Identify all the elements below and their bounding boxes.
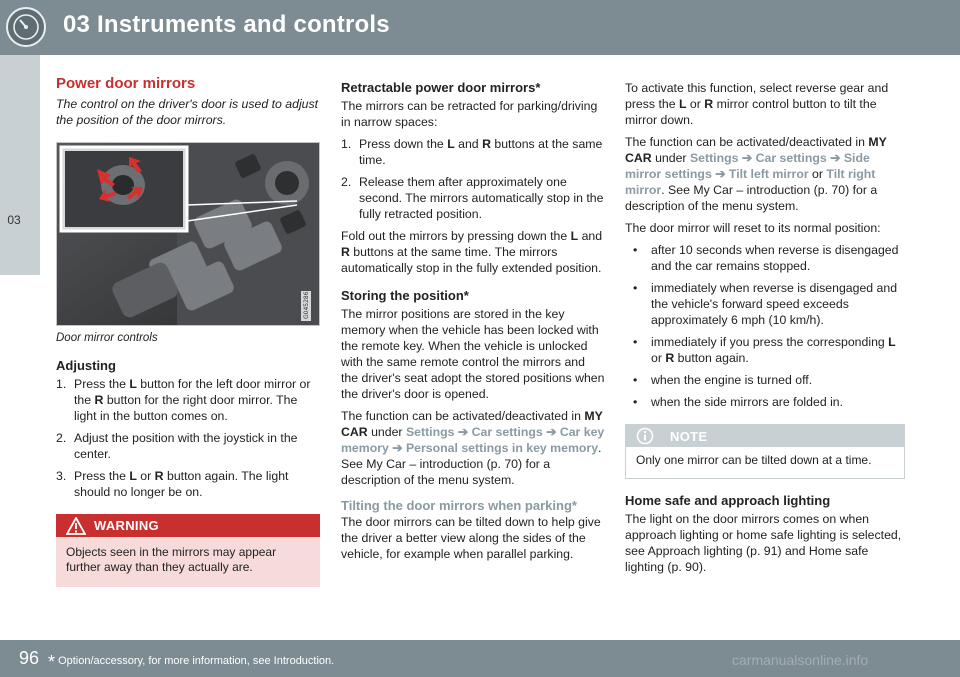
arrow-icon: ➔	[388, 441, 406, 455]
arrow-icon: ➔	[454, 425, 472, 439]
paragraph: The mirrors can be retracted for parking/driving in narrow spaces:	[341, 99, 598, 129]
paragraph: To activate this function, select reverse gear and press the L or R mirror control button to tilt the mirror down.	[625, 81, 889, 127]
footnote: * Option/accessory, for more information, see Introduction.	[48, 652, 335, 672]
list-item: 1. Press the L button for the left door mirror or the R button for the right door mirror. The light in the button comes on.	[56, 377, 311, 423]
chapter-header	[0, 0, 960, 55]
paragraph: The door mirrors can be tilted down to help give the driver a better view along the sides of the vehicle, for example when parallel parking.	[341, 515, 601, 561]
paragraph: The mirror positions are stored in the key memory when the vehicle has been locked with the remote key. When the vehicle is unlocked with the same remote control the mirrors and the driver's seat adopt the stored positions when the driver's door is opened.	[341, 307, 605, 401]
arrow-icon: ➔	[542, 425, 560, 439]
column-3	[625, 70, 905, 581]
list-item: 2. Adjust the position with the joystick in the center.	[56, 431, 298, 461]
page-footer	[0, 640, 960, 677]
arrow-icon: ➔	[711, 167, 729, 181]
arrow-icon: ➔	[738, 151, 756, 165]
list-item: • when the engine is turned off.	[633, 373, 813, 387]
list-item: 2. Release them after approximately one second. The mirrors automatically stop in the fully retracted position.	[341, 175, 604, 221]
section-title: Power door mirrors	[56, 75, 196, 92]
chapter-number: 03	[7, 213, 21, 227]
paragraph: The door mirror will reset to its normal position:	[625, 221, 881, 235]
subsection-title: Tilting the door mirrors when parking*	[341, 498, 577, 513]
list-item: • immediately when reverse is disengaged and the vehicle's forward speed exceeds approximately 6 mph (10 km/h).	[633, 281, 898, 327]
chapter-title: 03 Instruments and controls	[63, 11, 390, 38]
subsection-title: Storing the position*	[341, 288, 469, 303]
adjust-steps	[56, 376, 320, 500]
subsection-title: Adjusting	[56, 358, 116, 373]
speedometer-icon	[6, 7, 46, 47]
list-item: • after 10 seconds when reverse is disengaged and the car remains stopped.	[633, 243, 899, 273]
section-intro: The control on the driver's door is used to adjust the position of the door mirrors.	[56, 97, 319, 127]
list-item: 1. Press down the L and R buttons at the same time.	[341, 137, 603, 167]
subsection-title: Retractable power door mirrors*	[341, 80, 541, 95]
subsection-title: Home safe and approach lighting	[625, 493, 831, 508]
list-item: • when the side mirrors are folded in.	[633, 395, 844, 409]
column-1	[56, 70, 320, 587]
warning-icon	[66, 517, 86, 535]
watermark: carmanualsonline.info	[732, 652, 869, 668]
note-box	[625, 424, 905, 479]
warning-label: WARNING	[94, 518, 159, 533]
note-text: Only one mirror can be tilted down at a time.	[626, 447, 904, 478]
paragraph: The function can be activated/deactivated in MY CAR under Settings ➔ Car settings ➔ Side mirror settings ➔ Tilt left mirror or Tilt right mirror. See My Car – introduction (p. 70) for a description of the menu system.	[625, 135, 887, 213]
list-item: • immediately if you press the corresponding L or R button again.	[633, 335, 896, 365]
warning-text: Objects seen in the mirrors may appear further away than they actually are.	[56, 537, 320, 587]
arrow-icon: ➔	[826, 151, 844, 165]
reset-conditions	[625, 242, 905, 410]
menu-path: Settings	[405, 425, 455, 439]
chapter-side-tab	[0, 55, 40, 275]
paragraph: The light on the door mirrors comes on when approach lighting or home safe lighting is selected, see Approach lighting (p. 91) and Home safe lighting (p. 90).	[625, 512, 902, 574]
info-icon	[636, 427, 654, 445]
image-code: G045286	[303, 291, 310, 319]
image-caption: Door mirror controls	[56, 332, 158, 344]
paragraph: The function can be activated/deactivated in MY CAR under Settings ➔ Car settings ➔ Car key memory ➔ Personal settings in key memory. See My Car – introduction (p. 70) for a description of the menu system.	[341, 409, 605, 487]
list-item: 3. Press the L or R button again. The light should no longer be on.	[56, 469, 289, 499]
warning-box	[56, 514, 320, 587]
retract-steps	[341, 136, 605, 222]
door-mirror-controls-image	[56, 142, 320, 326]
page-number: 96	[19, 648, 40, 668]
paragraph: Fold out the mirrors by pressing down the L and R buttons at the same time. The mirrors automatically stop in the fully extended position.	[341, 229, 603, 275]
column-2	[341, 70, 605, 568]
note-label: NOTE	[670, 429, 708, 444]
